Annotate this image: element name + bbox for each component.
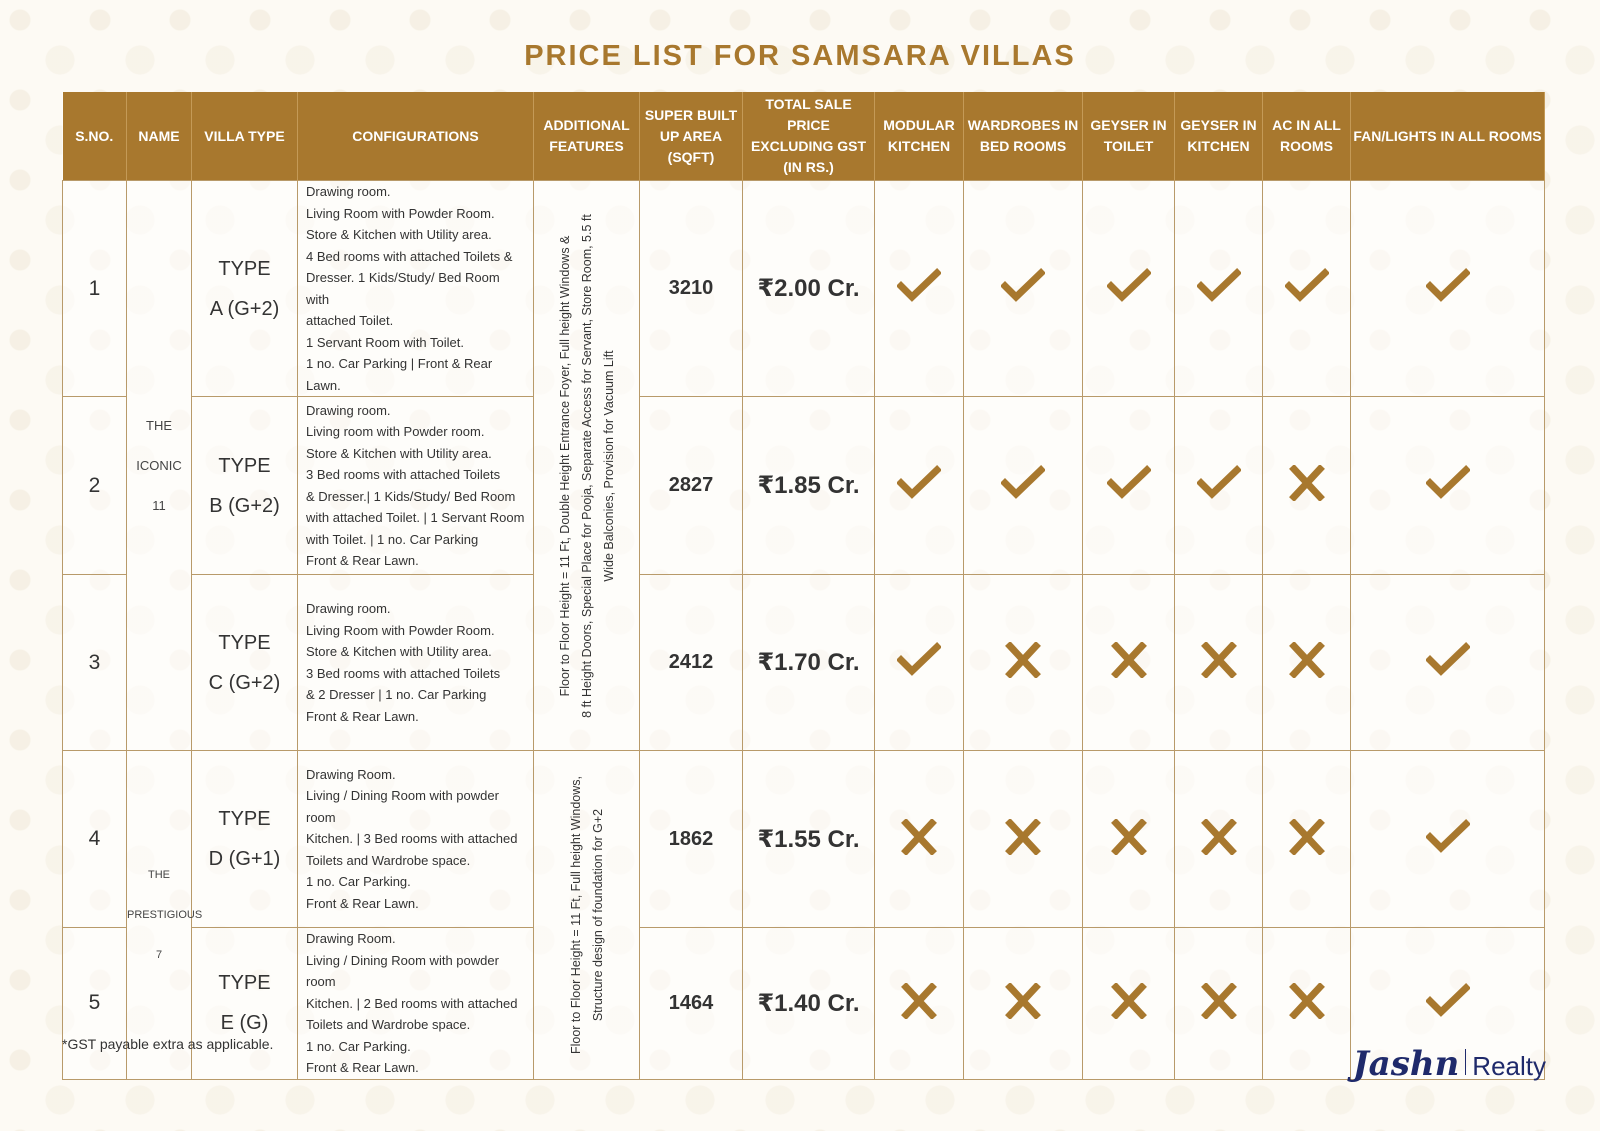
header-geyser-toilet: GEYSER IN TOILET (1083, 92, 1175, 181)
cross-icon (1285, 1006, 1329, 1023)
price-cell: ₹1.40 Cr. (743, 928, 875, 1080)
wardrobes-cell (964, 928, 1083, 1080)
header-sno: S.NO. (63, 92, 127, 181)
configuration-line: 3 Bed rooms with attached Toilets (306, 665, 501, 681)
geyser-kitchen-cell (1175, 751, 1263, 928)
cross-icon (1197, 1006, 1241, 1023)
table-row (63, 928, 1545, 1080)
sno-cell: 3 (63, 575, 127, 751)
additional-features-cell (534, 181, 640, 751)
ac-cell (1263, 181, 1351, 397)
configuration-line: with attached Toilet. | 1 Servant Room (306, 510, 525, 525)
header-name: NAME (127, 92, 192, 181)
header-additional-features: ADDITIONAL FEATURES (534, 92, 640, 181)
header-super-built-up-area: SUPER BUILT UP AREA (SQFT) (640, 92, 743, 181)
geyser-toilet-cell (1083, 575, 1175, 751)
area-cell: 1464 (640, 928, 743, 1080)
configuration-line: Dresser. 1 Kids/Study/ Bed Room with (306, 270, 500, 307)
table-row (63, 751, 1545, 928)
villa-name-cell (127, 181, 192, 751)
configuration-line: Living / Dining Room with powder room (306, 788, 499, 825)
geyser-toilet-cell (1083, 397, 1175, 575)
additional-features-line: Wide Balconies, Provision for Vacuum Lift (601, 349, 616, 582)
ac-cell (1263, 928, 1351, 1080)
villa-type-line: A (G+2) (209, 297, 280, 320)
configuration-line: Drawing room. (306, 601, 391, 616)
configuration-line: Living / Dining Room with powder room (306, 952, 499, 989)
configuration-cell (298, 181, 534, 397)
check-icon (1107, 291, 1151, 308)
cross-icon (897, 1006, 941, 1023)
price-cell: ₹1.55 Cr. (743, 751, 875, 928)
wardrobes-cell (964, 181, 1083, 397)
cross-icon (897, 842, 941, 859)
configuration-line: Front & Rear Lawn. (306, 1060, 419, 1075)
check-icon (1426, 488, 1470, 505)
villa-name-cell (127, 751, 203, 1080)
configuration-line: 1 Servant Room with Toilet. (306, 334, 464, 350)
ac-cell (1263, 751, 1351, 928)
brand-sub-text: Realty (1472, 1051, 1546, 1081)
fan-lights-cell (1351, 397, 1545, 575)
gst-footnote: *GST payable extra as applicable. (62, 1036, 274, 1052)
brand-logo (1353, 1044, 1546, 1084)
check-icon (1426, 665, 1470, 682)
villa-type-line: E (G) (220, 1012, 269, 1035)
geyser-toilet-cell (1083, 181, 1175, 397)
villa-type-line: TYPE (218, 257, 271, 280)
configuration-cell (298, 928, 534, 1080)
configuration-line: & Dresser.| 1 Kids/Study/ Bed Room (306, 488, 516, 504)
additional-features-cell (534, 751, 640, 1080)
check-icon (1001, 488, 1045, 505)
villa-type-cell (192, 397, 298, 575)
configuration-line: Toilets and Wardrobe space. (306, 852, 471, 868)
check-icon (897, 488, 941, 505)
villa-name-line: PRESTIGIOUS (127, 908, 203, 921)
geyser-toilet-cell (1083, 928, 1175, 1080)
header-fan-lights: FAN/LIGHTS IN ALL ROOMS (1351, 92, 1545, 181)
modular-kitchen-cell (875, 928, 964, 1080)
villa-type-cell (192, 928, 298, 1080)
additional-features-line: Floor to Floor Height = 11 Ft, Double Height Entrance Foyer, Full height Windows & (557, 235, 572, 696)
villa-type-line: TYPE (218, 454, 271, 477)
check-icon (1426, 291, 1470, 308)
cross-icon (1197, 665, 1241, 682)
configuration-line: Front & Rear Lawn. (306, 553, 419, 568)
price-cell: ₹1.70 Cr. (743, 575, 875, 751)
configuration-line: Store & Kitchen with Utility area. (306, 227, 492, 242)
additional-features-line: Structure design of foundation for G+2 (590, 808, 605, 1021)
price-cell: ₹2.00 Cr. (743, 181, 875, 397)
check-icon (897, 291, 941, 308)
configuration-line: Drawing Room. (306, 766, 396, 782)
header-wardrobes: WARDROBES IN BED ROOMS (964, 92, 1083, 181)
cross-icon (1285, 488, 1329, 505)
cross-icon (1285, 665, 1329, 682)
price-table (62, 92, 1545, 1080)
cross-icon (1001, 665, 1045, 682)
geyser-kitchen-cell (1175, 575, 1263, 751)
villa-type-cell (192, 751, 298, 928)
additional-features-line: Floor to Floor Height = 11 Ft, Full height Windows, (568, 775, 583, 1054)
villa-type-cell (192, 575, 298, 751)
villa-name-line: THE (146, 417, 172, 433)
modular-kitchen-cell (875, 397, 964, 575)
check-icon (1001, 291, 1045, 308)
check-icon (897, 665, 941, 682)
configuration-line: Drawing room. (306, 402, 391, 418)
check-icon (1426, 1006, 1470, 1023)
cross-icon (1001, 1006, 1045, 1023)
ac-cell (1263, 575, 1351, 751)
configuration-line: Living room with Powder room. (306, 424, 485, 439)
table-row (63, 397, 1545, 575)
header-geyser-kitchen: GEYSER IN KITCHEN (1175, 92, 1263, 181)
configuration-line: attached Toilet. (306, 313, 394, 328)
area-cell: 1862 (640, 751, 743, 928)
sno-cell: 1 (63, 181, 127, 397)
configuration-line: Front & Rear Lawn. (306, 895, 419, 911)
villa-type-line: D (G+1) (208, 848, 281, 870)
configuration-line: Drawing Room. (306, 931, 396, 946)
configuration-cell (298, 751, 534, 928)
wardrobes-cell (964, 751, 1083, 928)
area-cell: 3210 (640, 181, 743, 397)
modular-kitchen-cell (875, 575, 964, 751)
area-cell: 2827 (640, 397, 743, 575)
villa-name-line: ICONIC (136, 457, 182, 473)
geyser-toilet-cell (1083, 751, 1175, 928)
configuration-cell (298, 575, 534, 751)
cross-icon (1285, 842, 1329, 859)
configuration-line: Store & Kitchen with Utility area. (306, 445, 492, 461)
configuration-line: 3 Bed rooms with attached Toilets (306, 467, 501, 482)
villa-name-line: 11 (152, 497, 166, 513)
cross-icon (1197, 842, 1241, 859)
geyser-kitchen-cell (1175, 181, 1263, 397)
cross-icon (1107, 842, 1151, 859)
area-cell: 2412 (640, 575, 743, 751)
configuration-line: 1 no. Car Parking. (306, 874, 411, 890)
brand-logo-text: Jashn (1352, 1044, 1460, 1084)
fan-lights-cell (1351, 751, 1545, 928)
configuration-line: 1 no. Car Parking. (306, 1038, 411, 1054)
header-villa-type: VILLA TYPE (192, 92, 298, 181)
sno-cell: 2 (63, 397, 127, 575)
header-row (63, 92, 1545, 181)
villa-name-line: 7 (155, 948, 163, 961)
additional-features-text (554, 212, 620, 720)
villa-type-line: C (G+2) (208, 671, 281, 694)
additional-features-text (565, 761, 609, 1068)
sno-cell: 4 (63, 751, 127, 928)
additional-features-line: 8 ft Height Doors, Special Place for Pooja, Separate Access for Servant, Store Room, 5.5 ft (579, 213, 594, 718)
villa-type-line: TYPE (218, 972, 271, 995)
configuration-cell (298, 397, 534, 575)
cross-icon (1107, 1006, 1151, 1023)
configuration-line: Living Room with Powder Room. (306, 622, 495, 638)
check-icon (1107, 488, 1151, 505)
page-title: PRICE LIST FOR SAMSARA VILLAS (524, 40, 1076, 72)
price-cell: ₹1.85 Cr. (743, 397, 875, 575)
wardrobes-cell (964, 397, 1083, 575)
check-icon (1426, 842, 1470, 859)
configuration-line: Front & Rear Lawn. (306, 708, 419, 724)
configuration-line: Drawing room. (306, 184, 391, 199)
fan-lights-cell (1351, 181, 1545, 397)
geyser-kitchen-cell (1175, 928, 1263, 1080)
modular-kitchen-cell (875, 181, 964, 397)
check-icon (1285, 291, 1329, 308)
configuration-line: Living Room with Powder Room. (306, 205, 495, 221)
brand-divider (1465, 1049, 1466, 1075)
villa-type-line: TYPE (218, 631, 271, 654)
sno-cell: 5 (63, 928, 127, 1080)
header-ac: AC IN ALL ROOMS (1263, 92, 1351, 181)
wardrobes-cell (964, 575, 1083, 751)
villa-type-line: TYPE (218, 808, 271, 830)
header-total-sale-price: TOTAL SALE PRICE EXCLUDING GST (IN RS.) (743, 92, 875, 181)
ac-cell (1263, 397, 1351, 575)
configuration-line: Kitchen. | 3 Bed rooms with attached (306, 831, 518, 847)
cross-icon (1107, 665, 1151, 682)
villa-type-line: B (G+2) (209, 494, 280, 517)
modular-kitchen-cell (875, 751, 964, 928)
table-row (63, 181, 1545, 397)
header-modular-kitchen: MODULAR KITCHEN (875, 92, 964, 181)
configuration-line: & 2 Dresser | 1 no. Car Parking (306, 687, 487, 702)
configuration-line: Toilets and Wardrobe space. (306, 1017, 471, 1032)
geyser-kitchen-cell (1175, 397, 1263, 575)
configuration-line: with Toilet. | 1 no. Car Parking (306, 531, 479, 547)
configuration-line: 4 Bed rooms with attached Toilets & (306, 248, 513, 264)
configuration-line: Store & Kitchen with Utility area. (306, 644, 492, 659)
table-row (63, 575, 1545, 751)
villa-name-line: THE (148, 868, 170, 881)
header-configurations: CONFIGURATIONS (298, 92, 534, 181)
configuration-line: Kitchen. | 2 Bed rooms with attached (306, 995, 518, 1011)
check-icon (1197, 291, 1241, 308)
check-icon (1197, 488, 1241, 505)
villa-type-cell (192, 181, 298, 397)
fan-lights-cell (1351, 575, 1545, 751)
cross-icon (1001, 842, 1045, 859)
configuration-line: 1 no. Car Parking | Front & Rear Lawn. (306, 356, 493, 393)
